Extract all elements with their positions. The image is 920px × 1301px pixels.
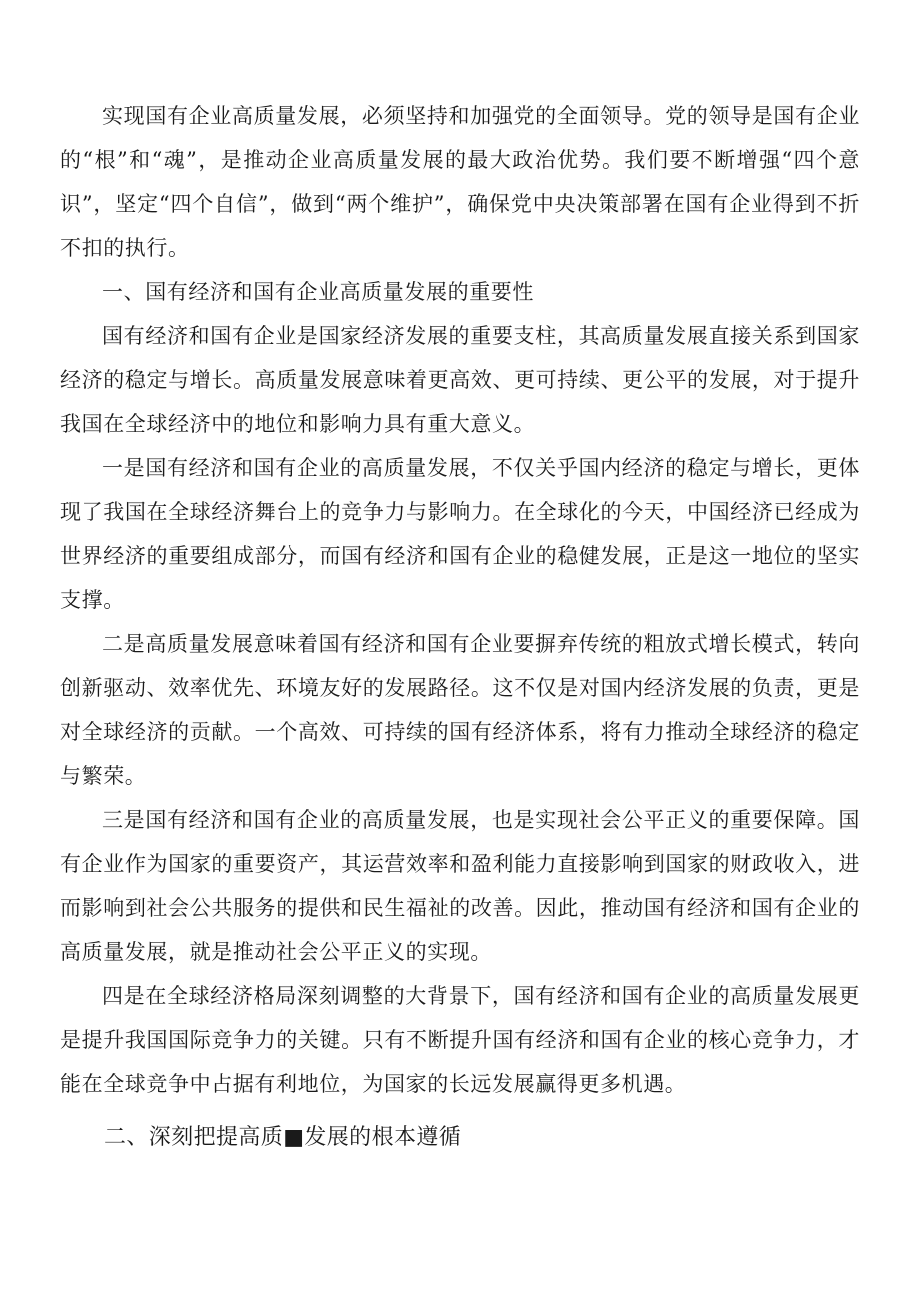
document-body	[60, 94, 860, 1160]
section-1-lead-paragraph: 国有经济和国有企业是国家经济发展的重要支柱，其高质量发展直接关系到国家经济的稳定与增长。高质量发展意味着更高效、更可持续、更公平的发展，对于提升我国在全球经济中的地位和影响力具有重大意义。	[60, 324, 860, 436]
point-1-paragraph: 一是国有经济和国有企业的高质量发展，不仅关乎国内经济的稳定与增长，更体现了我国在全球经济舞台上的竞争力与影响力。在全球化的今天，中国经济已经成为世界经济的重要组成部分，而国有经济和国有企业的稳健发展，正是这一地位的坚实支撑。	[60, 456, 860, 612]
intro-paragraph: 实现国有企业高质量发展，必须坚持和加强党的全面领导。党的领导是国有企业的“根”和“魂”，是推动企业高质量发展的最大政治优势。我们要不断增强“四个意识”，坚定“四个自信”，做到“两个维护”，确保党中央决策部署在国有企业得到不折不扣的执行。	[60, 104, 860, 260]
section-1-heading: 一、国有经济和国有企业高质量发展的重要性	[102, 280, 534, 304]
point-4-paragraph: 四是在全球经济格局深刻调整的大背景下，国有经济和国有企业的高质量发展更是提升我国国际竞争力的关键。只有不断提升国有经济和国有企业的核心竞争力，才能在全球竞争中占据有利地位，为国家的长远发展赢得更多机遇。	[60, 984, 860, 1096]
point-2-paragraph: 二是高质量发展意味着国有经济和国有企业要摒弃传统的粗放式增长模式，转向创新驱动、效率优先、环境友好的发展路径。这不仅是对国内经济发展的负责，更是对全球经济的贡献。一个高效、可持续的国有经济体系，将有力推动全球经济的稳定与繁荣。	[60, 632, 860, 788]
point-3-paragraph: 三是国有经济和国有企业的高质量发展，也是实现社会公平正义的重要保障。国有企业作为国家的重要资产，其运营效率和盈利能力直接影响到国家的财政收入，进而影响到社会公共服务的提供和民生福祉的改善。因此，推动国有经济和国有企业的高质量发展，就是推动社会公平正义的实现。	[60, 808, 860, 964]
section-2-heading: 二、深刻把提高质■发展的根本遵循	[104, 1125, 462, 1150]
